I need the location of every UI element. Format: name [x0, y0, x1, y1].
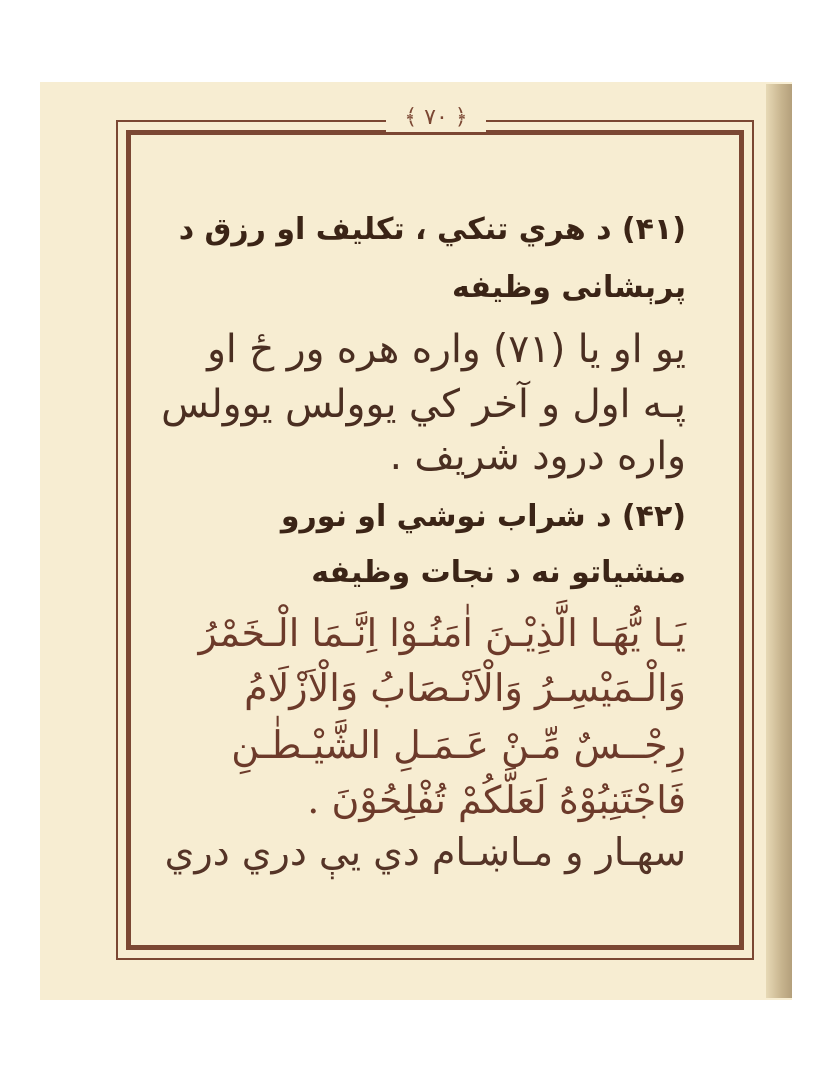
section-41-body-line-2: پـه اول و آخر کي يوولس يوولس [161, 382, 686, 427]
verse-line-1: يَـا يُّهَـا الَّذِيْـنَ اٰمَنُـوْا اِنَّـمَا الْـخَمْرُ [198, 611, 686, 655]
section-42-heading-line-2: منشياتو نه د نجات وظيفه [311, 555, 686, 590]
verse-line-2: وَالْـمَيْسِـرُ وَالْاَنْـصَابُ وَالْاَزْلَامُ [244, 666, 686, 710]
page-number: ﴿ ۷۰ ﴾ [386, 104, 486, 132]
page-edge [766, 84, 792, 998]
closing-line: سهـار و مـاښـام دي يې دري دري [164, 830, 686, 874]
verse-line-4: فَاجْتَنِبُوْهُ لَعَلَّكُمْ تُفْلِحُوْنَ . [307, 778, 686, 822]
section-41-body-line-3: واره درود شريف . [389, 434, 686, 479]
section-41-heading-line-1: (۴۱) د هري تنکي ، تکليف او رزق د [178, 212, 686, 247]
verse-line-3: رِجْــسٌ مِّـنْ عَـمَـلِ الشَّيْـطٰـنِ [231, 723, 686, 767]
section-41-heading-line-2: پرېشانی وظيفه [452, 270, 686, 305]
section-41-body-line-1: يو او يا (۷۱) واره هره ور ځ او [207, 327, 686, 372]
section-42-heading-line-1: (۴۲) د شراب نوشي او نورو [280, 499, 686, 534]
